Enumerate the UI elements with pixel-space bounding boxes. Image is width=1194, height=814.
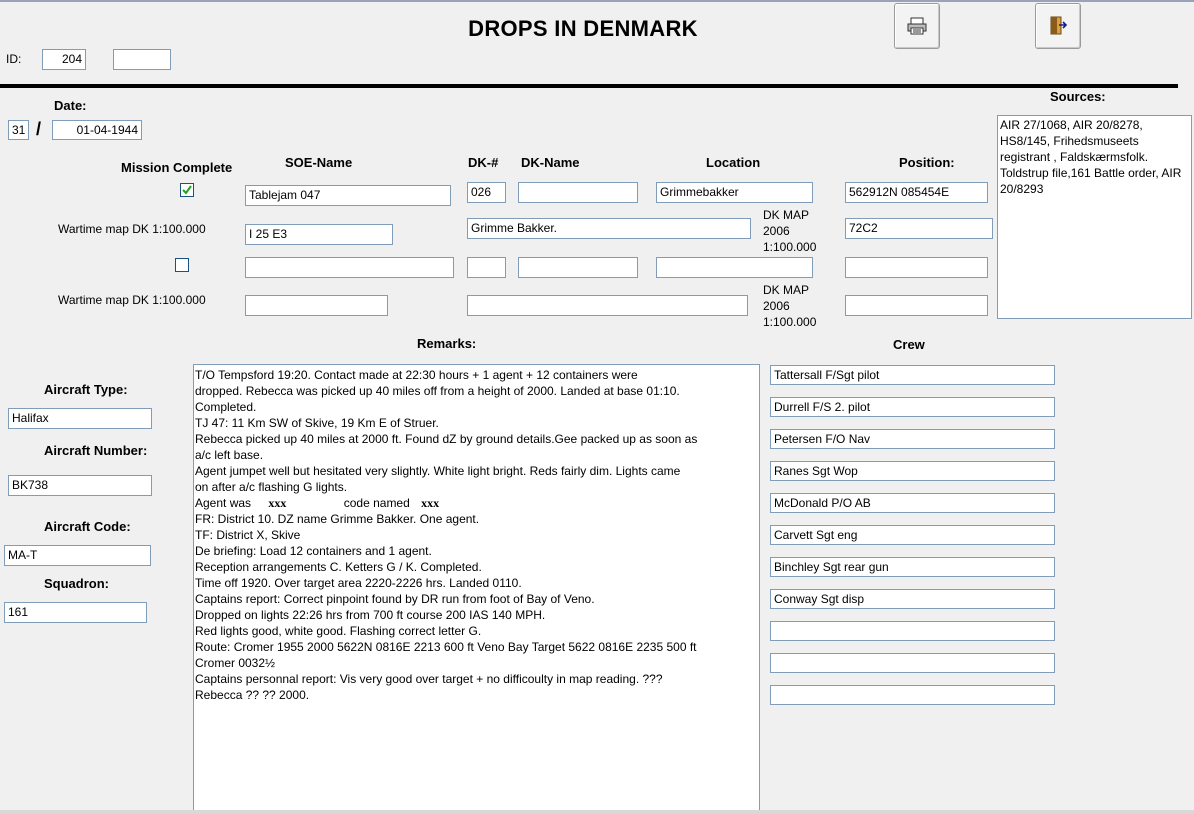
print-button[interactable] <box>894 3 940 49</box>
date-separator: / <box>36 119 42 139</box>
printer-icon <box>906 16 928 36</box>
date-field[interactable]: 01-04-1944 <box>52 120 142 140</box>
remarks-line: Cromer 0032½ <box>195 656 276 670</box>
remarks-header: Remarks: <box>417 336 477 351</box>
position-field-2[interactable] <box>845 257 988 278</box>
remarks-line: a/c left base. <box>195 448 264 462</box>
id-field[interactable]: 204 <box>42 49 86 70</box>
crew-field-5[interactable]: McDonald P/O AB <box>770 493 1055 513</box>
crew-field-2[interactable]: Durrell F/S 2. pilot <box>770 397 1055 417</box>
dk-name-field-1[interactable] <box>518 182 638 203</box>
crew-field-4[interactable]: Ranes Sgt Wop <box>770 461 1055 481</box>
dk-map-field-2[interactable] <box>845 295 988 316</box>
aircraft-type-label: Aircraft Type: <box>44 382 128 397</box>
crew-field-8[interactable]: Conway Sgt disp <box>770 589 1055 609</box>
remarks-line: Agent jumpet well but hesitated very slightly. White light bright. Reds fairly dim. Lights came <box>195 464 681 478</box>
soe-name-field-2[interactable] <box>245 257 454 278</box>
aircraft-code-field[interactable]: MA-T <box>4 545 151 566</box>
remarks-line: Completed. <box>195 400 257 414</box>
sources-header: Sources: <box>1050 89 1106 104</box>
remarks-line: TF: District X, Skive <box>195 528 301 542</box>
remarks-line: Time off 1920. Over target area 2220-2226 hrs. Landed 0110. <box>195 576 522 590</box>
id-label: ID: <box>6 52 22 66</box>
aircraft-number-label: Aircraft Number: <box>44 443 148 458</box>
crew-field-3[interactable]: Petersen F/O Nav <box>770 429 1055 449</box>
squadron-field[interactable]: 161 <box>4 602 147 623</box>
location-field-2[interactable] <box>656 257 813 278</box>
header-divider <box>0 84 1178 88</box>
remarks-line: Rebecca ?? ?? 2000. <box>195 688 310 702</box>
dk-number-header: DK-# <box>468 155 499 170</box>
dk-map-label-line: 2006 <box>763 299 790 313</box>
dk-map-label-line: 1:100.000 <box>763 315 817 329</box>
remarks-line: Dropped on lights 22:26 hrs from 700 ft course 200 IAS 140 MPH. <box>195 608 546 622</box>
agent-prefix: Agent was <box>195 496 252 510</box>
location-field-1[interactable]: Grimmebakker <box>656 182 813 203</box>
wartime-map-field-2[interactable] <box>245 295 388 316</box>
remarks-line: on after a/c flashing G lights. <box>195 480 348 494</box>
date-label: Date: <box>54 98 87 113</box>
remarks-line: dropped. Rebecca was picked up 40 miles off from a height of 2000. Landed at base 01:10. <box>195 384 680 398</box>
remarks-line: FR: District 10. DZ name Grimme Bakker. One agent. <box>195 512 480 526</box>
id-extra-field[interactable] <box>113 49 171 70</box>
squadron-label: Squadron: <box>44 576 109 591</box>
remarks-line: Captains personnal report: Vis very good over target + no difficoulty in map reading. ??? <box>195 672 663 686</box>
drop-number-field[interactable]: 31 <box>8 120 29 140</box>
location-description-field-1[interactable]: Grimme Bakker. <box>467 218 751 239</box>
crew-header: Crew <box>893 337 925 352</box>
remarks-line: Rebecca picked up 40 miles at 2000 ft. Found dZ by ground details.Gee packed up as soon as <box>195 432 698 446</box>
dk-map-field-1[interactable]: 72C2 <box>845 218 993 239</box>
aircraft-number-field[interactable]: BK738 <box>8 475 152 496</box>
agent-redacted-name: xxx <box>268 496 287 510</box>
window-top-border <box>0 0 1194 2</box>
dk-number-field-2[interactable] <box>467 257 506 278</box>
agent-code-prefix: code named <box>343 496 410 510</box>
remarks-line: Red lights good, white good. Flashing correct letter G. <box>195 624 482 638</box>
mission-complete-checkbox-1[interactable] <box>180 183 194 197</box>
crew-field-1[interactable]: Tattersall F/Sgt pilot <box>770 365 1055 385</box>
agent-redacted-code: xxx <box>421 496 440 510</box>
dk-name-header: DK-Name <box>521 155 580 170</box>
remarks-field[interactable] <box>193 364 760 814</box>
wartime-map-label-2: Wartime map DK 1:100.000 <box>58 293 206 307</box>
remarks-line: TJ 47: 11 Km SW of Skive, 19 Km E of Struer. <box>195 416 439 430</box>
aircraft-code-label: Aircraft Code: <box>44 519 131 534</box>
location-header: Location <box>706 155 761 170</box>
position-field-1[interactable]: 562912N 085454E <box>845 182 988 203</box>
dk-name-field-2[interactable] <box>518 257 638 278</box>
mission-complete-header: Mission Complete <box>121 160 233 175</box>
dk-map-label-2 <box>763 282 816 330</box>
exit-button[interactable] <box>1035 3 1081 49</box>
remarks-line: Captains report: Correct pinpoint found by DR run from foot of Bay of Veno. <box>195 592 595 606</box>
crew-field-9[interactable] <box>770 621 1055 641</box>
dk-map-label-line: DK MAP <box>763 283 810 297</box>
remarks-line: De briefing: Load 12 containers and 1 agent. <box>195 544 432 558</box>
soe-name-header: SOE-Name <box>285 155 353 170</box>
aircraft-type-field[interactable]: Halifax <box>8 408 152 429</box>
remarks-line: Reception arrangements C. Ketters G / K. Completed. <box>195 560 482 574</box>
position-header: Position: <box>899 155 955 170</box>
remarks-line: T/O Tempsford 19:20. Contact made at 22:30 hours + 1 agent + 12 containers were <box>195 368 638 382</box>
checkmark-icon <box>181 184 193 196</box>
location-description-field-2[interactable] <box>467 295 748 316</box>
mission-complete-checkbox-2[interactable] <box>175 258 189 272</box>
page-title: DROPS IN DENMARK <box>468 16 698 41</box>
crew-field-6[interactable]: Carvett Sgt eng <box>770 525 1055 545</box>
dk-map-label-line: DK MAP <box>763 208 810 222</box>
remarks-line: Route: Cromer 1955 2000 5622N 0816E 2213 600 ft Veno Bay Target 5622 0816E 2235 500 ft <box>195 640 697 654</box>
soe-name-field-1[interactable]: Tablejam 047 <box>245 185 451 206</box>
dk-map-label-1 <box>763 207 816 255</box>
exit-door-icon <box>1047 15 1069 37</box>
remarks-agent-line <box>195 495 758 511</box>
dk-map-label-line: 1:100.000 <box>763 240 817 254</box>
crew-field-10[interactable] <box>770 653 1055 673</box>
crew-field-7[interactable]: Binchley Sgt rear gun <box>770 557 1055 577</box>
crew-field-11[interactable] <box>770 685 1055 705</box>
wartime-map-label-1: Wartime map DK 1:100.000 <box>58 222 206 236</box>
sources-field[interactable]: AIR 27/1068, AIR 20/8278, HS8/145, Frihedsmuseets registrant , Faldskærmsfolk. Toldstrup file,161 Battle order, AIR 20/8293 <box>997 115 1192 319</box>
dk-map-label-line: 2006 <box>763 224 790 238</box>
bottom-tab-strip <box>0 810 1194 814</box>
wartime-map-field-1[interactable]: I 25 E3 <box>245 224 393 245</box>
dk-number-field-1[interactable]: 026 <box>467 182 506 203</box>
